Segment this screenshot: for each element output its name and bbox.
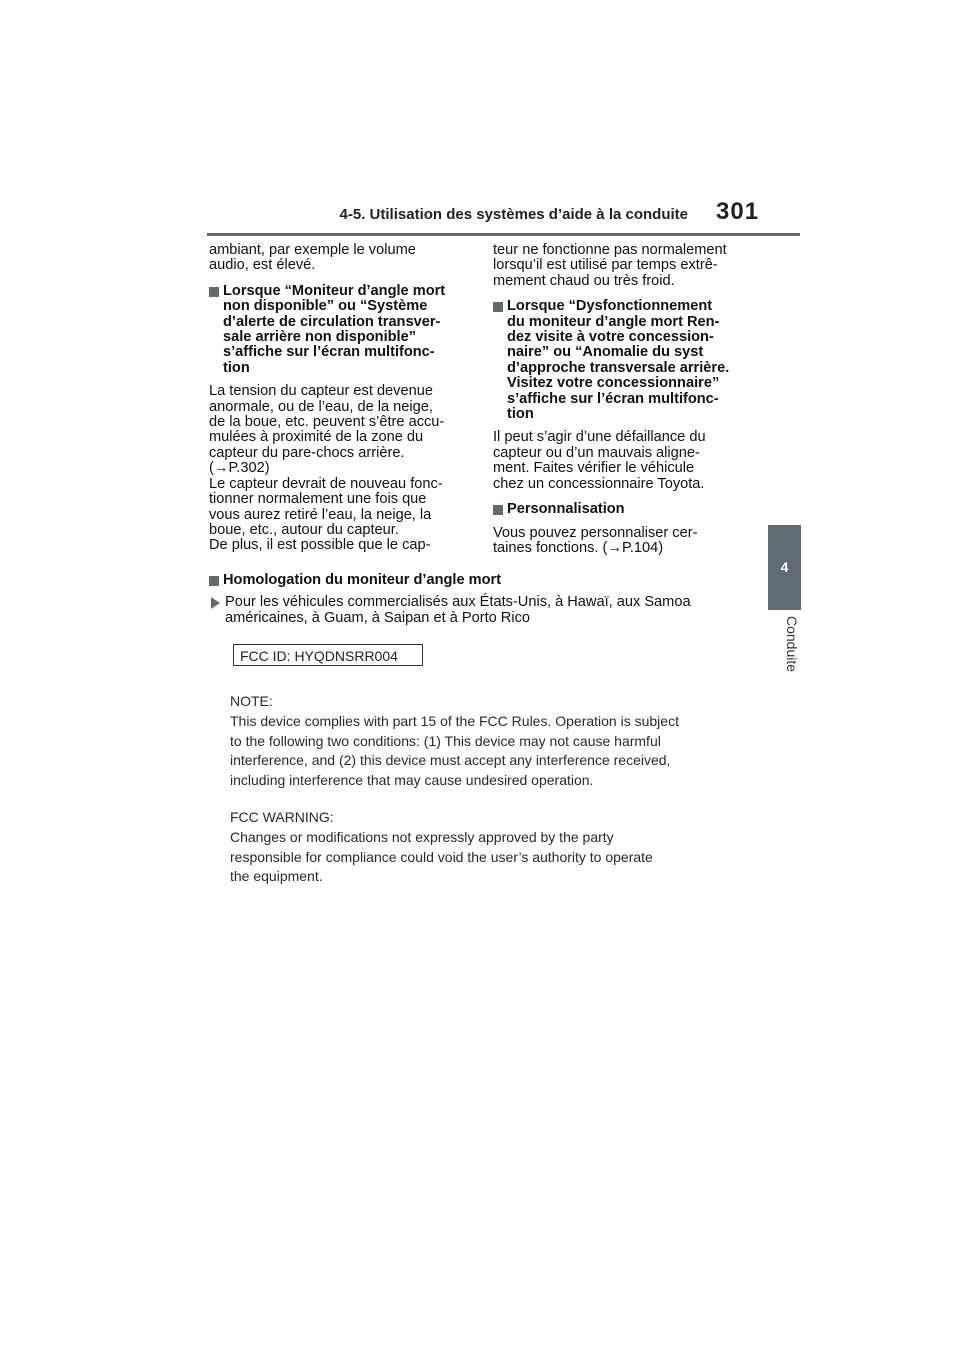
fcc-note-block: NOTE: This device complies with part 15 of the FCC Rules. Operation is subject to the following two conditions: (1) This device may not cause harmful interference, and (2) this device must accept any interference received, including interference that may cause undesired operation. bbox=[230, 692, 750, 790]
fcc-notice bbox=[230, 692, 750, 905]
right-intro: teur ne fonctionne pas normalement lorsqu’il est utilisé par temps extrê- mement chaud ou très froid. bbox=[493, 242, 727, 289]
square-bullet-icon bbox=[209, 287, 219, 297]
page-ref-302[interactable]: (→P.302) bbox=[209, 460, 270, 477]
square-bullet-icon bbox=[493, 302, 503, 312]
chapter-label: Conduite bbox=[784, 616, 800, 673]
header-rule bbox=[207, 233, 800, 236]
heading-homologation: Homologation du moniteur d’angle mort bbox=[209, 573, 769, 588]
body-unavailable: La tension du capteur est devenue anormale, ou de l’eau, de la neige, de la boue, etc. peuvent s’être accu- mulées à proximité de la zone du capteur du pare-chocs arrière. (→P.302) Le capteur devrait de nouveau fonc- tionner normalement une fois que vous aurez retiré l’eau, la neige, la boue, etc., autour du capteur. De plus, il est possible que le cap- bbox=[209, 383, 445, 554]
bullet-usa-territories: Pour les véhicules commercialisés aux États-Unis, à Hawaï, aux Samoa américaines, à Guam, à Saipan et à Porto Rico bbox=[209, 595, 769, 626]
triangle-bullet-icon bbox=[211, 597, 220, 609]
homologation-section bbox=[209, 573, 769, 626]
chapter-tab: 4 bbox=[768, 525, 801, 610]
page-ref-104[interactable]: taines fonctions. (→P.104) bbox=[493, 539, 664, 556]
square-bullet-icon bbox=[493, 505, 503, 515]
page-number: 301 bbox=[716, 198, 760, 225]
heading-customization: Personnalisation bbox=[493, 502, 755, 517]
right-column bbox=[493, 243, 755, 556]
body-customization: Vous pouvez personnaliser cer- taines fonctions. (→P.104) bbox=[493, 524, 698, 556]
fcc-warning-block: FCC WARNING: Changes or modifications not expressly approved by the party responsible for compliance could void the user’s authority to operate the equipment. bbox=[230, 808, 750, 887]
fcc-id-label: FCC ID: HYQDNSRR004 bbox=[233, 644, 423, 666]
section-title: 4-5. Utilisation des systèmes d’aide à la conduite bbox=[339, 206, 688, 223]
square-bullet-icon bbox=[209, 576, 219, 586]
body-malfunction: Il peut s’agir d’une défaillance du capteur ou d’un mauvais aligne- ment. Faites vérifier le véhicule chez un concessionnaire Toyota. bbox=[493, 429, 706, 492]
left-column bbox=[209, 243, 464, 564]
left-intro: ambiant, par exemple le volume audio, est élevé. bbox=[209, 242, 416, 274]
fcc-note-title: NOTE: bbox=[230, 693, 273, 709]
fcc-warning-title: FCC WARNING: bbox=[230, 809, 334, 826]
heading-malfunction: Lorsque “Dysfonctionnement du moniteur d’angle mort Ren- dez visite à votre concession- naire” ou “Anomalie du syst d’approche transversale arrière. Visitez votre concessionnaire” s’affiche sur l’écran multifonc- tion bbox=[493, 299, 755, 422]
heading-unavailable: Lorsque “Moniteur d’angle mort non disponible” ou “Système d’alerte de circulation transver- sale arrière non disponible” s’affiche sur l’écran multifonc- tion bbox=[209, 284, 464, 376]
